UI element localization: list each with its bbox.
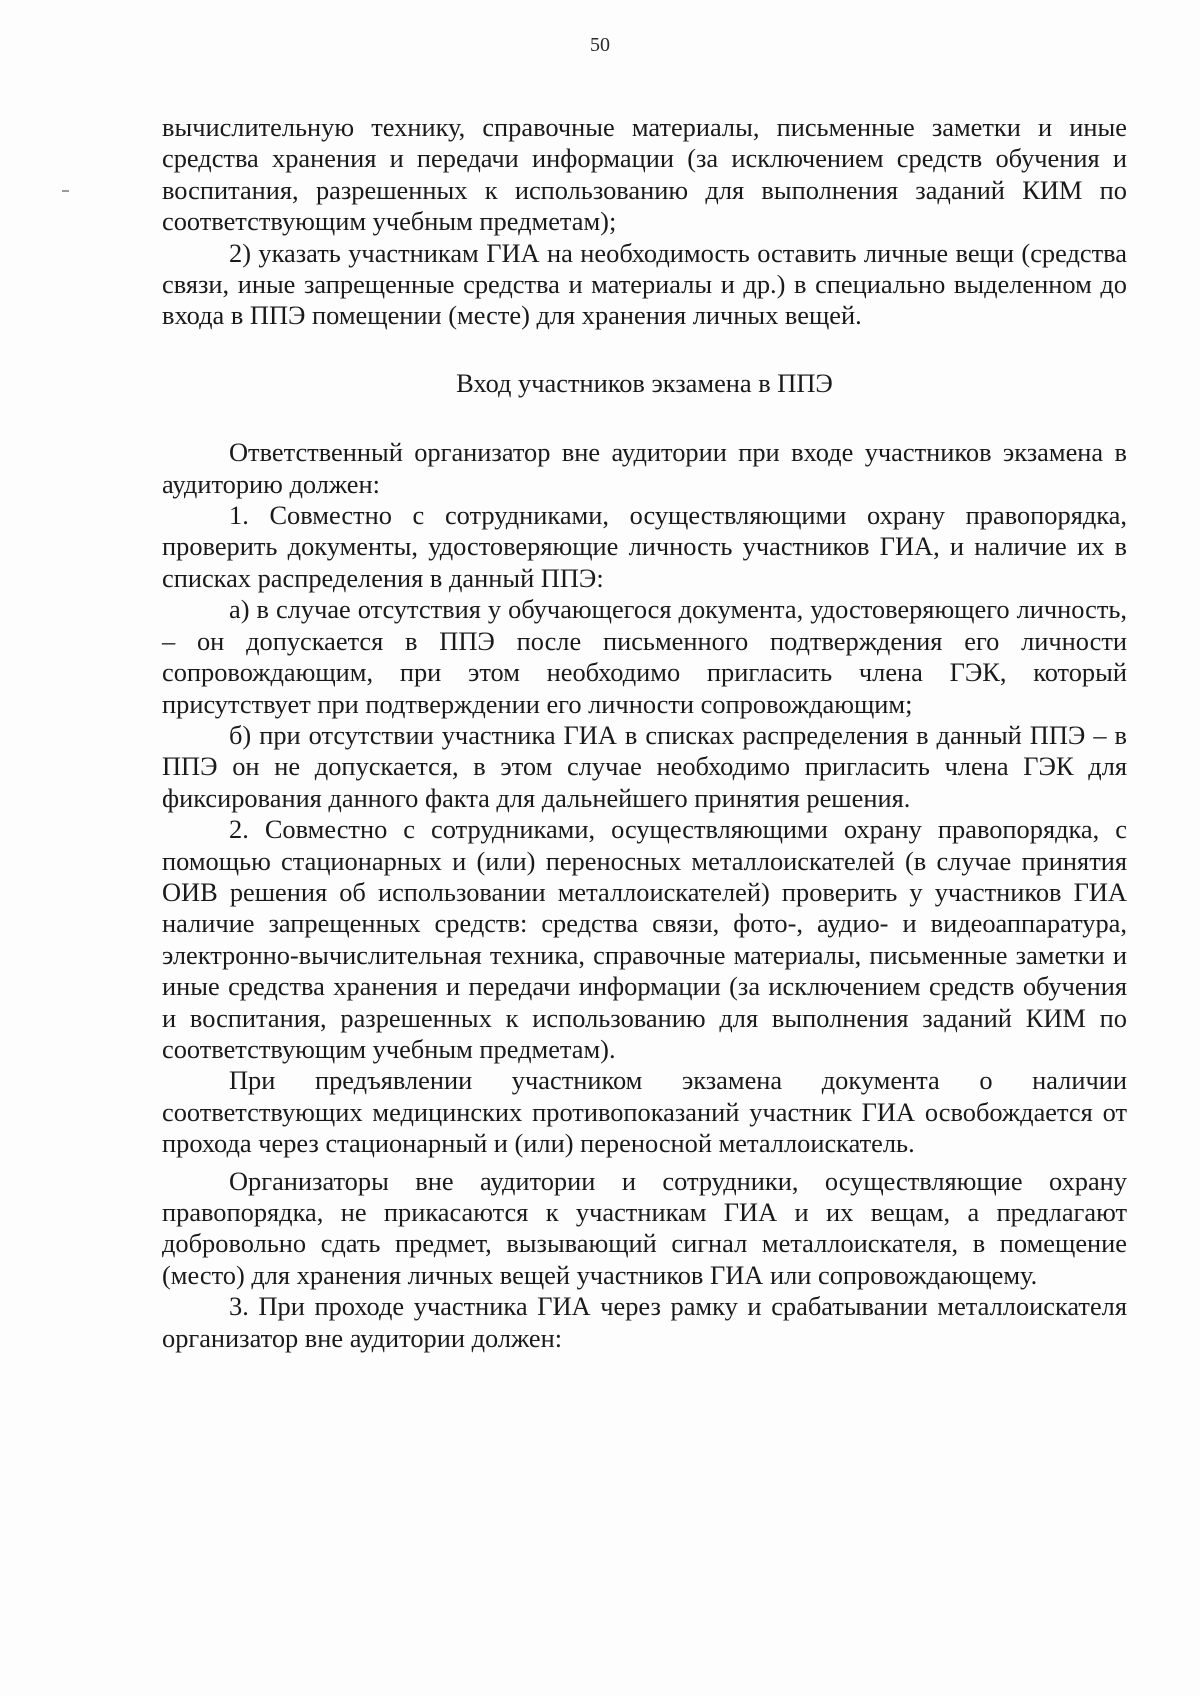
medical-note: При предъявлении участником экзамена документа о наличии соответствующих медицинских противопоказаний участник ГИА освобождается от прохода через стационарный и (или) переносной металлоискатель. [162,1065,1127,1159]
list-item-2: 2) указать участникам ГИА на необходимость оставить личные вещи (средства связи, иные запрещенные средства и материалы и др.) в специально выделенном до входа в ППЭ помещении (месте) для хранения личных вещей. [162,237,1127,331]
continued-paragraph: вычислительную технику, справочные материалы, письменные заметки и иные средства хранения и передачи информации (за исключением средств обучения и воспитания, разрешенных к использованию для выполнения заданий КИМ по соответствующим учебным предметам); [162,112,1127,237]
organizers-note: Организаторы вне аудитории и сотрудники, осуществляющие охрану правопорядка, не прикасаются к участникам ГИА и их вещам, а предлагают добровольно сдать предмет, вызывающий сигнал металлоискателя, в помещение (место) для хранения личных вещей участников ГИА или сопровождающему. [162,1165,1127,1290]
step-3: 3. При проходе участника ГИА через рамку и срабатывании металлоискателя организатор вне аудитории должен: [162,1291,1127,1353]
intro-paragraph: Ответственный организатор вне аудитории при входе участников экзамена в аудиторию должен: [162,437,1127,499]
step-1-b: б) при отсутствии участника ГИА в списках распределения в данный ППЭ – в ППЭ он не допускается, в этом случае необходимо пригласить члена ГЭК для фиксирования данного факта для дальнейшего принятия решения. [162,719,1127,813]
document-body [162,112,1127,1354]
step-2: 2. Совместно с сотрудниками, осуществляющими охрану правопорядка, с помощью стационарных и (или) переносных металлоискателей (в случае принятия ОИВ решения об использовании металлоискателей) проверить у участников ГИА наличие запрещенных средств: средства связи, фото-, аудио- и видеоаппаратура, электронно-вычислительная техника, справочные материалы, письменные заметки и иные средства хранения и передачи информации (за исключением средств обучения и воспитания, разрешенных к использованию для выполнения заданий КИМ по соответствующим учебным предметам). [162,814,1127,1064]
step-1-a: а) в случае отсутствия у обучающегося документа, удостоверяющего личность, – он допускается в ППЭ после письменного подтверждения его личности сопровождающим, при этом необходимо пригласить члена ГЭК, который присутствует при подтверждении его личности сопровождающим; [162,594,1127,719]
section-heading: Вход участников экзамена в ППЭ [456,367,833,398]
scan-artifact [62,190,69,192]
page-number: 50 [590,34,610,56]
step-1: 1. Совместно с сотрудниками, осуществляющими охрану правопорядка, проверить документы, удостоверяющие личность участников ГИА, и наличие их в списках распределения в данный ППЭ: [162,500,1127,593]
